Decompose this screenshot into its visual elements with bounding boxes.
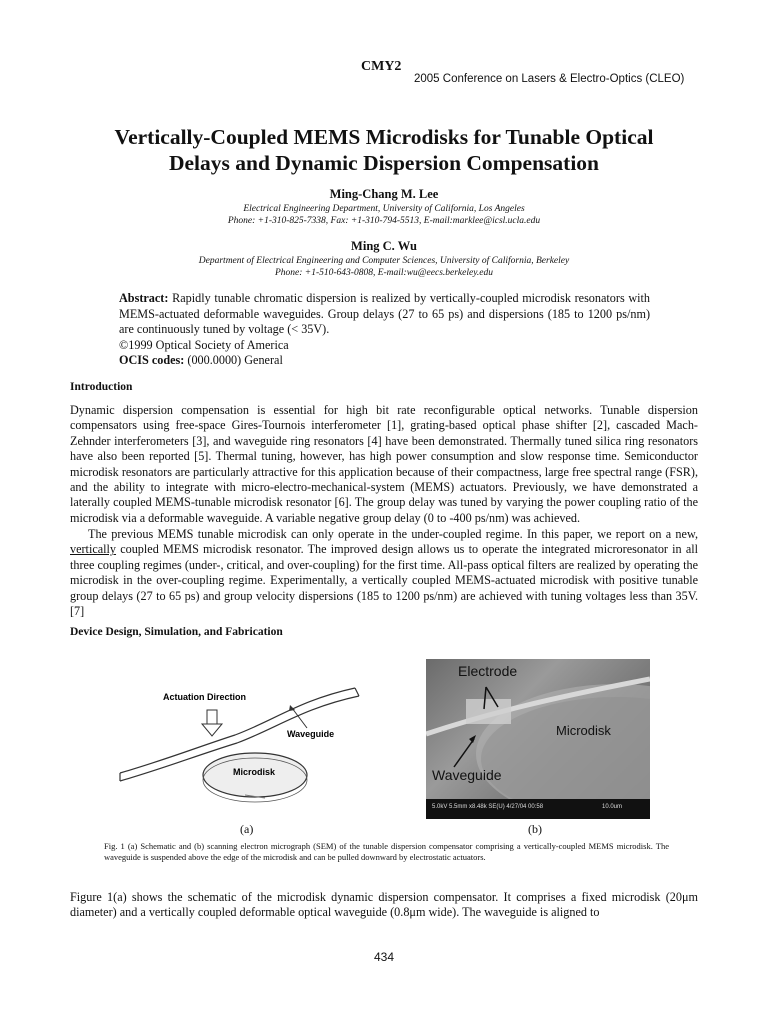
author-2-contact: Phone: +1-510-643-0808, E-mail:wu@eecs.berkeley.edu [274, 268, 493, 278]
figure-label-a: (a) [240, 822, 254, 836]
page-number: 434 [373, 950, 395, 964]
paper-title [40, 124, 728, 176]
author-1-name: Ming-Chang M. Lee [329, 187, 439, 201]
waveguide-label: Waveguide [287, 729, 335, 739]
author-2-name: Ming C. Wu [351, 239, 417, 253]
actuation-arrow-icon [202, 710, 222, 736]
figure-label-b: (b) [528, 822, 542, 836]
body-paragraph-3: Figure 1(a) shows the schematic of the microdisk dynamic dispersion compensator. It comprises a fixed microdisk (20μm diameter) and a vertically coupled deformable optical waveguide (0.8μm wide). The waveguide is aligned to [70, 890, 698, 920]
section-heading-introduction: Introduction [70, 381, 133, 393]
emphasis-vertically: vertically [70, 542, 117, 557]
session-code: CMY2 [361, 59, 402, 74]
section-heading-design: Device Design, Simulation, and Fabrication [70, 626, 283, 638]
sem-waveguide-label: Waveguide [432, 767, 502, 783]
intro-paragraph-1: Dynamic dispersion compensation is essential for high bit rate reconfigurable optical networks. Tunable dispersion compensators using free-space Gires-Tournois interferometer [1], grating-based optical phase shifter [2], cascaded Mach-Zehnder interferometers [3], and waveguide ring resonators [4] have been demonstrated. Thermally tuned silica ring resonators have also been reported [5]. Thermal tuning, however, has high power consumption and slow response time. Semiconductor microdisk resonators are particularly attractive for this application because of their compactness, large free spectral range (FSR), and the ability to integrate with micro-electro-mechanical-system (MEMS) actuators. Previously, we have demonstrated a laterally coupled MEMS-tunable microdisk resonator [6]. The group delay was tuned by varying the power coupling ratio of the microdisk via a deformable waveguide. A variable negative group delay (0 to -400 ps/nm) was achieved. [70, 403, 698, 525]
title-line-2: Delays and Dynamic Dispersion Compensation [168, 151, 600, 175]
author-2-affiliation: Department of Electrical Engineering and Computer Sciences, University of California, Berkeley [198, 256, 570, 266]
figure-sem-micrograph [426, 659, 650, 819]
sem-electrode-label: Electrode [458, 663, 518, 679]
actuation-direction-label: Actuation Direction [163, 692, 247, 702]
copyright: ©1999 Optical Society of America [119, 337, 289, 352]
sem-info-bar: 5.0kV 5.5mm x8.48k SE(U) 4/27/04 00:58 [432, 804, 544, 810]
author-1-affiliation: Electrical Engineering Department, University of California, Los Angeles [243, 204, 525, 214]
figure-schematic [115, 680, 365, 810]
abstract [119, 291, 650, 369]
sem-microdisk-label: Microdisk [556, 723, 611, 738]
abstract-text: Rapidly tunable chromatic dispersion is realized by vertically-coupled microdisk resonators with MEMS-actuated deformable waveguides. Group delays (27 to 65 ps) and dispersions (185 to 1200 ps/nm) are continuously tuned by voltage (< 35V). [119, 291, 651, 336]
microdisk-label: Microdisk [233, 767, 276, 777]
ocis-label: OCIS codes: [119, 353, 185, 367]
sem-electrode-shape [466, 699, 511, 724]
intro-paragraph-2-start: The previous MEMS tunable microdisk can only operate in the under-coupled regime. In this paper, we report on a new, [88, 527, 698, 541]
title-line-1: Vertically-Coupled MEMS Microdisks for Tunable Optical [114, 125, 654, 149]
conference-name: 2005 Conference on Lasers & Electro-Optics (CLEO) [414, 73, 685, 85]
sem-scale-label: 10.0um [602, 804, 623, 810]
author-1-contact: Phone: +1-310-825-7338, Fax: +1-310-794-5513, E-mail:marklee@icsl.ucla.edu [227, 216, 541, 226]
abstract-label: Abstract: [119, 291, 169, 305]
intro-paragraph-2 [70, 527, 698, 619]
ocis-value: (000.0000) General [187, 353, 283, 367]
intro-paragraph-2-end: coupled MEMS microdisk resonator. The improved design allows us to operate the integrated microresonator in all three coupling regimes (under-, critical, and over-coupling) for the first time. All-pass optical filters are realized by operating the microdisk in the over-coupling regime. Experimentally, a vertically coupled MEMS-actuated microdisk with positive tunable group delays (27 to 65 ps) and group velocity dispersions (185 to 1200 ps/nm) are achieved with tuning voltages less than 35V. [7] [70, 542, 698, 619]
figure-caption: Fig. 1 (a) Schematic and (b) scanning electron micrograph (SEM) of the tunable dispersion compensator comprising a vertically-coupled MEMS microdisk. The waveguide is suspended above the edge of the microdisk and can be pulled downward by electrostatic actuators. [104, 841, 669, 862]
